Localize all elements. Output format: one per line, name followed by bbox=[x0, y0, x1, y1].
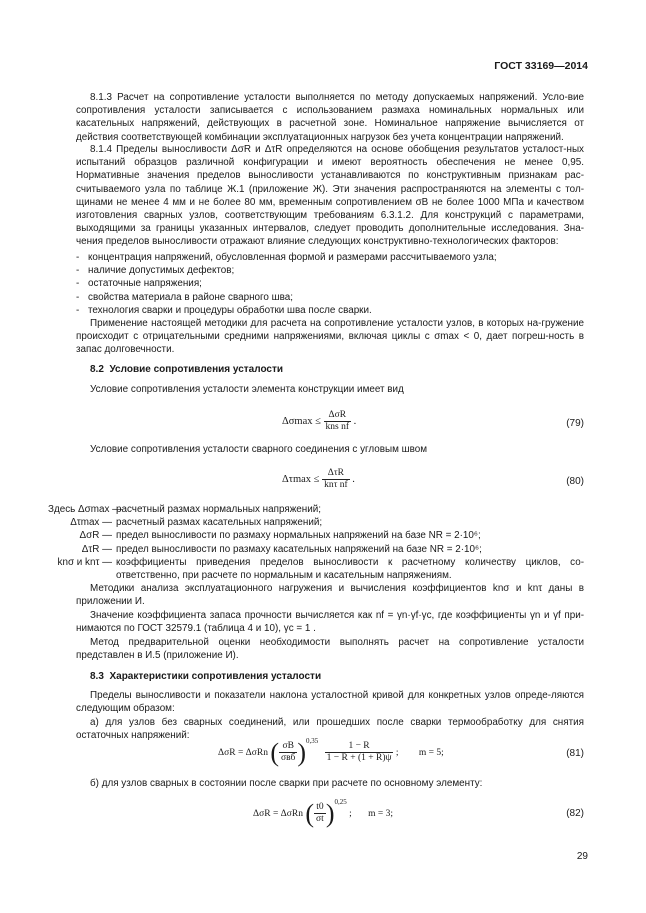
page-number: 29 bbox=[576, 851, 588, 862]
paragraph-text: Условие сопротивления усталости элемента конструкции имеет вид bbox=[90, 384, 404, 395]
inner-numerator: σB bbox=[279, 741, 297, 753]
right-paren: ) bbox=[297, 737, 307, 767]
definition-text: предел выносливости по размаху нормальных напряжений на базе NR = 2·10⁶; bbox=[116, 530, 481, 542]
formula-lhs: Δτmax ≤ bbox=[282, 473, 320, 485]
inner-fraction bbox=[279, 741, 297, 764]
paragraph-cond-element bbox=[76, 383, 584, 396]
definition-row bbox=[48, 543, 584, 556]
section-heading-8-2 bbox=[90, 364, 283, 375]
definition-row bbox=[48, 503, 584, 516]
definition-label: Здесь Δσmax — bbox=[48, 504, 123, 515]
definition-text: расчетный размах нормальных напряжений; bbox=[116, 504, 322, 515]
paragraph-application bbox=[76, 317, 584, 357]
fraction-denominator: 1 − R + (1 + R)ψ bbox=[326, 753, 392, 764]
inner-denominator: σt bbox=[316, 814, 324, 825]
paragraph-text: Значение коэффициента запаса прочности вычисляется как nf = γn·γf·γc, где коэффициенты γn и γf при-нимаются по ГОСТ 32579.1 (таблица 4 и 10), γc = 1 . bbox=[76, 610, 584, 635]
paragraph-preliminary bbox=[76, 636, 584, 662]
section-heading-8-3 bbox=[90, 671, 321, 682]
paragraph-text: 8.1.3 Расчет на сопротивление усталости выполняется по методу допускаемых напряжений. Усло-вие сопротивления усталости записывается с использованием размаха номинальных нормальных или касательных напряжений, действующих в расчетной зоне. Номинальное напряжение вычисляется от действия соответствующей комбинации эксплуатационных нагрузок без учета концентрации напряжений. bbox=[76, 92, 584, 143]
list-item: - технология сварки и процедуры обработки шва после сварки. bbox=[76, 304, 584, 317]
list-item: - остаточные напряжения; bbox=[76, 277, 584, 290]
equation-number-81: (81) bbox=[566, 748, 584, 759]
paragraph-safety-factor bbox=[76, 609, 584, 635]
slope-value: m = 3; bbox=[368, 809, 394, 819]
paragraph-8-1-4 bbox=[76, 143, 584, 249]
formula-fraction bbox=[322, 468, 350, 491]
formula-81 bbox=[218, 737, 444, 766]
definitions-list bbox=[48, 503, 584, 582]
fraction-numerator: 1 − R bbox=[325, 741, 394, 753]
formula-82 bbox=[253, 798, 393, 827]
fraction-denominator: knτ nf bbox=[324, 480, 348, 490]
section-title: Характеристики сопротивления усталости bbox=[109, 671, 322, 682]
paragraph-text: Применение настоящей методики для расчета на сопротивление усталости узлов, в которых на-гружение происходит с отрицательными средними напряжениями, включая циклы с σmax < 0, дает погреш-ность в запас долговечности. bbox=[76, 318, 584, 356]
paragraph-text: Методики анализа эксплуатационного нагружения и вычисления коэффициентов knσ и knτ даны в приложении И. bbox=[76, 583, 584, 608]
factor-list bbox=[76, 251, 584, 317]
paragraph-text: Метод предварительной оценки необходимости выполнять расчет на сопротивление усталости представлен в И.5 (приложение И). bbox=[76, 637, 584, 662]
paragraph-text: б) для узлов сварных в состоянии после сварки при расчете по основному элементу: bbox=[90, 778, 483, 789]
section-number: 8.2 bbox=[90, 364, 104, 375]
right-paren: ) bbox=[325, 798, 335, 828]
formula-79 bbox=[282, 410, 356, 433]
equation-number-80: (80) bbox=[566, 476, 584, 487]
definition-row bbox=[48, 516, 584, 529]
fraction-numerator: ΔσR bbox=[324, 410, 352, 422]
equation-number-79: (79) bbox=[566, 418, 584, 429]
paragraph-8-1-3 bbox=[76, 91, 584, 144]
definition-row bbox=[48, 529, 584, 542]
definition-label: ΔτR — bbox=[81, 543, 112, 555]
formula-tail: ; bbox=[349, 809, 352, 819]
paragraph-cond-weld bbox=[76, 443, 584, 456]
left-paren: ( bbox=[305, 798, 315, 828]
inner-denominator: σвб bbox=[281, 753, 296, 764]
formula-lhs: ΔσR = ΔσRn bbox=[218, 748, 268, 758]
paragraph-text: а) для узлов без сварных соединений, или прошедших после сварки термообработку для снятия остаточных напряжений: bbox=[76, 717, 584, 742]
formula-tail: . bbox=[352, 473, 355, 485]
inner-fraction bbox=[314, 802, 326, 825]
doc-header-code: ГОСТ 33169—2014 bbox=[494, 60, 588, 72]
definition-text: коэффициенты приведения пределов выносливости к расчетному количеству циклов, со-ответственно, при расчете по нормальным и касательным напряжениям. bbox=[116, 556, 584, 582]
paragraph-text: 8.1.4 Пределы выносливости ΔσR и ΔτR определяются на основе обобщения результатов усталост-ных испытаний образцов различной конфигурации и имеют вероятность обеспечения не менее 0,95. Нормативные значения пределов выносливости устанавливаются по конструктивным признакам рас-считываемого узла по таблице Ж.1 (приложение Ж). Эти значения распространяются на элементы с тол-щинами не менее 4 мм и не более 80 мм, временным сопротивлением σB не более 1000 МПа и качеством изготовления сварных узлов, соответствующим требованиям 6.3.1.2. Для конструкций с параметрами, выходящими за границы указанных интервалов, следует проводить дополнительные исследования. Зна-чения пределов выносливости отражают влияние следующих конструктивно-технологических факторов: bbox=[76, 144, 584, 248]
formula-80 bbox=[282, 468, 355, 491]
definition-text: предел выносливости по размаху касательных напряжений на базе NR = 2·10⁶; bbox=[116, 543, 482, 555]
definition-label: Δτmax — bbox=[70, 517, 112, 529]
section-number: 8.3 bbox=[90, 671, 104, 682]
definition-label: knσ и knτ — bbox=[57, 556, 112, 568]
exponent: 0,25 bbox=[334, 798, 347, 806]
paragraph-text: Пределы выносливости и показатели наклона усталостной кривой для конкретных узлов опреде-ляются следующим образом: bbox=[76, 690, 584, 715]
definition-text: расчетный размах касательных напряжений; bbox=[116, 517, 323, 529]
exponent: 0,35 bbox=[306, 737, 319, 745]
paragraph-text: Условие сопротивления усталости сварного соединения с угловым швом bbox=[90, 444, 427, 455]
fraction-denominator: kns nf bbox=[325, 422, 350, 432]
inner-numerator: t0 bbox=[314, 802, 326, 814]
section-title: Условие сопротивления усталости bbox=[109, 364, 284, 375]
list-item: - наличие допустимых дефектов; bbox=[76, 264, 584, 277]
definition-row bbox=[48, 556, 584, 582]
list-item: - концентрация напряжений, обусловленная формой и размерами рассчитываемого узла; bbox=[76, 251, 584, 264]
equation-number-82: (82) bbox=[566, 808, 584, 819]
formula-lhs: Δσmax ≤ bbox=[282, 415, 321, 427]
slope-value: m = 5; bbox=[418, 748, 444, 758]
paragraph-limits bbox=[76, 689, 584, 715]
formula-tail: . bbox=[353, 415, 357, 427]
formula-lhs: ΔσR = ΔσRn bbox=[253, 809, 303, 819]
formula-fraction bbox=[324, 410, 352, 433]
definition-label: ΔσR — bbox=[79, 530, 112, 542]
fraction-numerator: ΔτR bbox=[322, 468, 350, 480]
paragraph-item-b bbox=[76, 777, 584, 790]
paragraph-methods bbox=[76, 582, 584, 608]
formula-tail: ; bbox=[395, 748, 399, 758]
list-item: - свойства материала в районе сварного шва; bbox=[76, 291, 584, 304]
formula-fraction bbox=[325, 741, 394, 764]
left-paren: ( bbox=[270, 737, 280, 767]
